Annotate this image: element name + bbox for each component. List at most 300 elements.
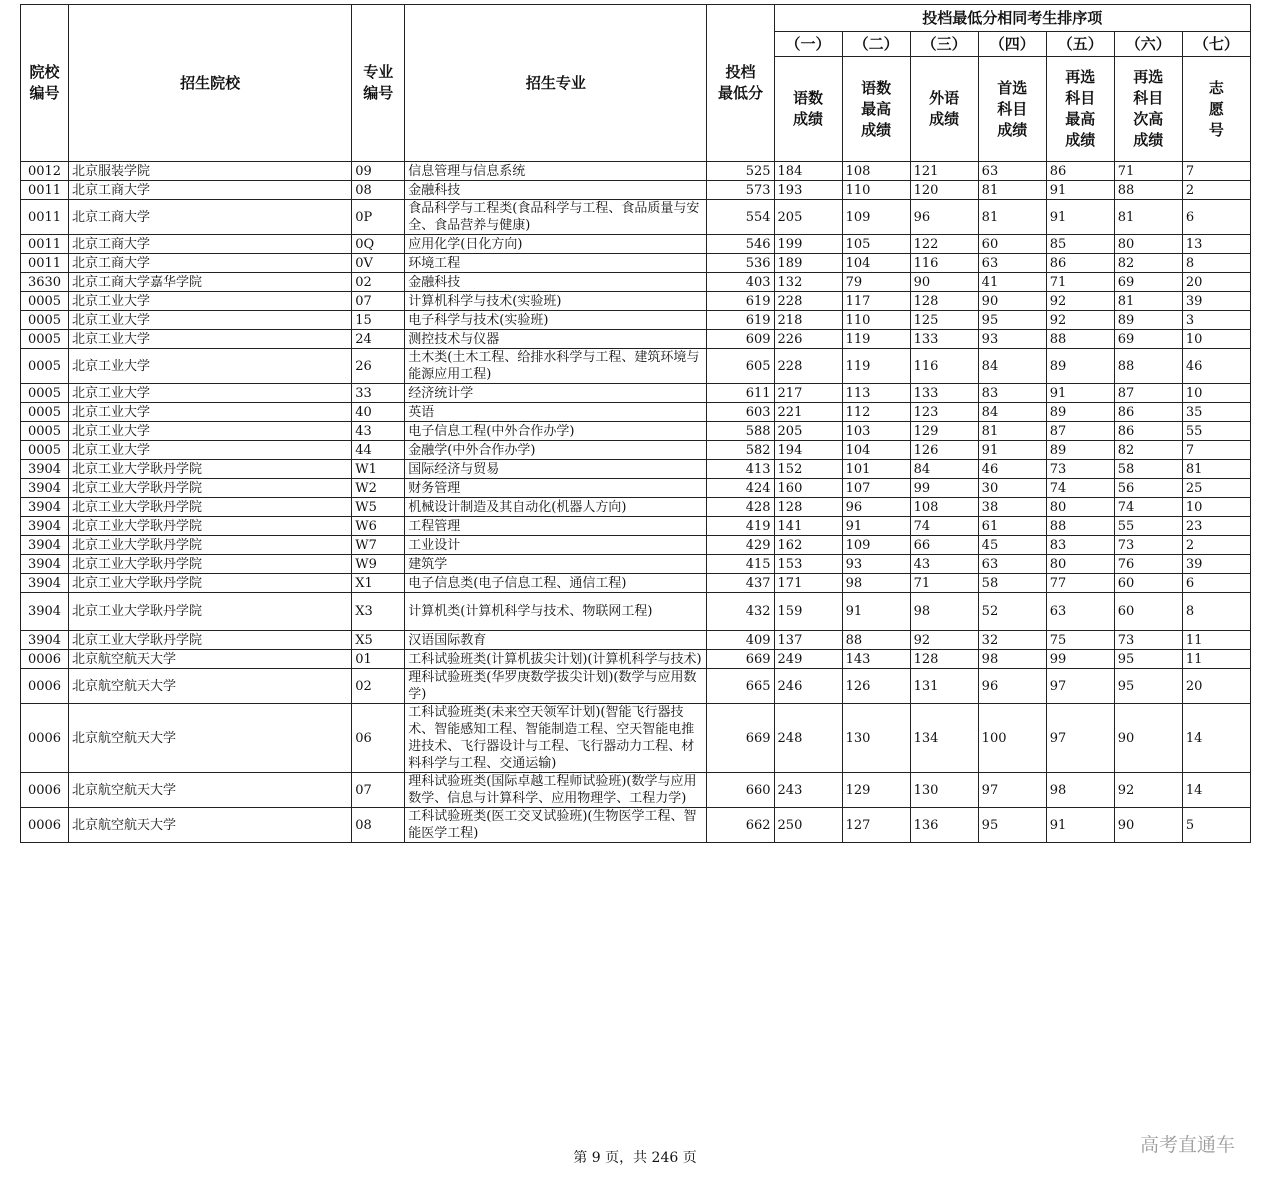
- table-row: [21, 574, 1251, 593]
- rank-value-cell: 73: [1114, 536, 1182, 555]
- school-name-cell: 北京工商大学: [69, 254, 352, 273]
- major-code-cell: W9: [352, 555, 405, 574]
- rank-value-cell: 228: [774, 349, 842, 384]
- rank-value-cell: 88: [1114, 181, 1182, 200]
- rank-value-cell: 43: [910, 555, 978, 574]
- min-score-cell: 403: [707, 273, 774, 292]
- rank-value-cell: 11: [1182, 631, 1250, 650]
- rank-value-cell: 128: [910, 292, 978, 311]
- rank-value-cell: 84: [978, 349, 1046, 384]
- major-name-cell: 环境工程: [405, 254, 707, 273]
- rank-value-cell: 108: [842, 162, 910, 181]
- rank-value-cell: 74: [1114, 498, 1182, 517]
- table-row: [21, 536, 1251, 555]
- rank-value-cell: 73: [1046, 460, 1114, 479]
- school-name-cell: 北京工业大学: [69, 330, 352, 349]
- table-row: [21, 773, 1251, 808]
- rank-value-cell: 11: [1182, 650, 1250, 669]
- school-code-cell: 0006: [21, 773, 69, 808]
- rank-value-cell: 73: [1114, 631, 1182, 650]
- rank-value-cell: 205: [774, 200, 842, 235]
- min-score-cell: 603: [707, 403, 774, 422]
- rank-value-cell: 98: [842, 574, 910, 593]
- school-name-cell: 北京航空航天大学: [69, 650, 352, 669]
- rank-value-cell: 107: [842, 479, 910, 498]
- rank-value-cell: 58: [1114, 460, 1182, 479]
- major-name-cell: 电子信息类(电子信息工程、通信工程): [405, 574, 707, 593]
- header-rank-item: 语数 成绩: [774, 57, 842, 162]
- rank-value-cell: 189: [774, 254, 842, 273]
- rank-value-cell: 60: [978, 235, 1046, 254]
- major-code-cell: X5: [352, 631, 405, 650]
- school-name-cell: 北京工业大学耿丹学院: [69, 574, 352, 593]
- rank-value-cell: 218: [774, 311, 842, 330]
- school-code-cell: 3904: [21, 593, 69, 631]
- school-code-cell: 3630: [21, 273, 69, 292]
- school-name-cell: 北京工业大学耿丹学院: [69, 460, 352, 479]
- rank-value-cell: 71: [1114, 162, 1182, 181]
- table-row: [21, 235, 1251, 254]
- table-row: [21, 330, 1251, 349]
- school-name-cell: 北京工业大学: [69, 349, 352, 384]
- table-row: [21, 460, 1251, 479]
- rank-value-cell: 80: [1046, 498, 1114, 517]
- min-score-cell: 554: [707, 200, 774, 235]
- min-score-cell: 588: [707, 422, 774, 441]
- major-name-cell: 土木类(土木工程、给排水科学与工程、建筑环境与能源应用工程): [405, 349, 707, 384]
- table-row: [21, 441, 1251, 460]
- header-rank-item: 语数 最高 成绩: [842, 57, 910, 162]
- rank-value-cell: 32: [978, 631, 1046, 650]
- school-code-cell: 0005: [21, 384, 69, 403]
- rank-value-cell: 103: [842, 422, 910, 441]
- school-name-cell: 北京工业大学耿丹学院: [69, 517, 352, 536]
- rank-value-cell: 131: [910, 669, 978, 704]
- major-name-cell: 电子科学与技术(实验班): [405, 311, 707, 330]
- rank-value-cell: 52: [978, 593, 1046, 631]
- rank-value-cell: 110: [842, 311, 910, 330]
- min-score-cell: 605: [707, 349, 774, 384]
- rank-value-cell: 116: [910, 349, 978, 384]
- major-code-cell: 0P: [352, 200, 405, 235]
- major-code-cell: 24: [352, 330, 405, 349]
- rank-value-cell: 226: [774, 330, 842, 349]
- header-rank-item: 志 愿 号: [1182, 57, 1250, 162]
- rank-value-cell: 88: [1046, 517, 1114, 536]
- rank-value-cell: 60: [1114, 593, 1182, 631]
- rank-value-cell: 88: [1046, 330, 1114, 349]
- rank-value-cell: 92: [1114, 773, 1182, 808]
- school-name-cell: 北京工业大学耿丹学院: [69, 593, 352, 631]
- rank-value-cell: 143: [842, 650, 910, 669]
- rank-value-cell: 92: [1046, 311, 1114, 330]
- rank-value-cell: 81: [978, 181, 1046, 200]
- rank-value-cell: 205: [774, 422, 842, 441]
- major-name-cell: 金融科技: [405, 273, 707, 292]
- rank-value-cell: 74: [910, 517, 978, 536]
- rank-value-cell: 171: [774, 574, 842, 593]
- header-major-code: 专业 编号: [352, 5, 405, 162]
- major-name-cell: 计算机类(计算机科学与技术、物联网工程): [405, 593, 707, 631]
- header-rank-item: 再选 科目 次高 成绩: [1114, 57, 1182, 162]
- rank-value-cell: 10: [1182, 384, 1250, 403]
- school-code-cell: 0005: [21, 403, 69, 422]
- table-row: [21, 669, 1251, 704]
- rank-value-cell: 14: [1182, 773, 1250, 808]
- school-code-cell: 3904: [21, 631, 69, 650]
- rank-value-cell: 126: [910, 441, 978, 460]
- rank-value-cell: 13: [1182, 235, 1250, 254]
- rank-value-cell: 63: [978, 254, 1046, 273]
- rank-value-cell: 108: [910, 498, 978, 517]
- rank-value-cell: 96: [910, 200, 978, 235]
- rank-value-cell: 152: [774, 460, 842, 479]
- rank-value-cell: 98: [1046, 773, 1114, 808]
- school-name-cell: 北京工商大学: [69, 181, 352, 200]
- min-score-cell: 662: [707, 808, 774, 843]
- school-name-cell: 北京工业大学: [69, 441, 352, 460]
- min-score-cell: 665: [707, 669, 774, 704]
- table-row: [21, 498, 1251, 517]
- table-row: [21, 808, 1251, 843]
- major-name-cell: 机械设计制造及其自动化(机器人方向): [405, 498, 707, 517]
- rank-value-cell: 56: [1114, 479, 1182, 498]
- rank-value-cell: 246: [774, 669, 842, 704]
- school-code-cell: 0006: [21, 704, 69, 773]
- school-code-cell: 0011: [21, 181, 69, 200]
- rank-value-cell: 46: [1182, 349, 1250, 384]
- rank-value-cell: 184: [774, 162, 842, 181]
- rank-value-cell: 46: [978, 460, 1046, 479]
- major-name-cell: 理科试验班类(国际卓越工程师试验班)(数学与应用数学、信息与计算科学、应用物理学、工程力学): [405, 773, 707, 808]
- rank-value-cell: 134: [910, 704, 978, 773]
- major-name-cell: 金融学(中外合作办学): [405, 441, 707, 460]
- min-score-cell: 619: [707, 292, 774, 311]
- min-score-cell: 437: [707, 574, 774, 593]
- major-code-cell: 33: [352, 384, 405, 403]
- school-code-cell: 3904: [21, 498, 69, 517]
- rank-value-cell: 35: [1182, 403, 1250, 422]
- rank-value-cell: 81: [978, 200, 1046, 235]
- rank-value-cell: 97: [1046, 704, 1114, 773]
- rank-value-cell: 86: [1046, 254, 1114, 273]
- rank-value-cell: 69: [1114, 330, 1182, 349]
- rank-value-cell: 77: [1046, 574, 1114, 593]
- min-score-cell: 536: [707, 254, 774, 273]
- major-code-cell: 02: [352, 273, 405, 292]
- rank-value-cell: 250: [774, 808, 842, 843]
- rank-value-cell: 55: [1114, 517, 1182, 536]
- school-code-cell: 0005: [21, 330, 69, 349]
- major-name-cell: 英语: [405, 403, 707, 422]
- header-rank-number: （七）: [1182, 32, 1250, 57]
- rank-value-cell: 5: [1182, 808, 1250, 843]
- min-score-cell: 546: [707, 235, 774, 254]
- min-score-cell: 415: [707, 555, 774, 574]
- rank-value-cell: 194: [774, 441, 842, 460]
- table-row: [21, 593, 1251, 631]
- min-score-cell: 413: [707, 460, 774, 479]
- rank-value-cell: 96: [842, 498, 910, 517]
- rank-value-cell: 14: [1182, 704, 1250, 773]
- rank-value-cell: 123: [910, 403, 978, 422]
- school-code-cell: 3904: [21, 536, 69, 555]
- rank-value-cell: 7: [1182, 162, 1250, 181]
- rank-value-cell: 93: [842, 555, 910, 574]
- major-code-cell: 08: [352, 808, 405, 843]
- rank-value-cell: 45: [978, 536, 1046, 555]
- rank-value-cell: 113: [842, 384, 910, 403]
- major-name-cell: 金融科技: [405, 181, 707, 200]
- header-school-code: 院校 编号: [21, 5, 69, 162]
- rank-value-cell: 221: [774, 403, 842, 422]
- school-code-cell: 0005: [21, 292, 69, 311]
- rank-value-cell: 81: [1182, 460, 1250, 479]
- rank-value-cell: 160: [774, 479, 842, 498]
- min-score-cell: 582: [707, 441, 774, 460]
- header-school-name: 招生院校: [69, 5, 352, 162]
- rank-value-cell: 3: [1182, 311, 1250, 330]
- school-code-cell: 0011: [21, 235, 69, 254]
- rank-value-cell: 92: [1046, 292, 1114, 311]
- rank-value-cell: 95: [1114, 650, 1182, 669]
- major-name-cell: 汉语国际教育: [405, 631, 707, 650]
- school-name-cell: 北京航空航天大学: [69, 773, 352, 808]
- rank-value-cell: 95: [1114, 669, 1182, 704]
- major-code-cell: 0Q: [352, 235, 405, 254]
- rank-value-cell: 7: [1182, 441, 1250, 460]
- table-row: [21, 181, 1251, 200]
- rank-value-cell: 110: [842, 181, 910, 200]
- school-name-cell: 北京工业大学: [69, 292, 352, 311]
- rank-value-cell: 81: [1114, 292, 1182, 311]
- school-code-cell: 0005: [21, 441, 69, 460]
- major-name-cell: 计算机科学与技术(实验班): [405, 292, 707, 311]
- school-name-cell: 北京工业大学: [69, 311, 352, 330]
- min-score-cell: 428: [707, 498, 774, 517]
- table-row: [21, 292, 1251, 311]
- rank-value-cell: 8: [1182, 593, 1250, 631]
- school-name-cell: 北京工商大学嘉华学院: [69, 273, 352, 292]
- rank-value-cell: 91: [842, 593, 910, 631]
- rank-value-cell: 243: [774, 773, 842, 808]
- rank-value-cell: 20: [1182, 273, 1250, 292]
- table-row: [21, 200, 1251, 235]
- major-code-cell: W1: [352, 460, 405, 479]
- major-code-cell: 07: [352, 292, 405, 311]
- major-code-cell: 43: [352, 422, 405, 441]
- rank-value-cell: 86: [1114, 422, 1182, 441]
- school-code-cell: 0006: [21, 650, 69, 669]
- rank-value-cell: 81: [978, 422, 1046, 441]
- table-body: [21, 162, 1251, 843]
- major-name-cell: 国际经济与贸易: [405, 460, 707, 479]
- rank-value-cell: 61: [978, 517, 1046, 536]
- major-code-cell: W2: [352, 479, 405, 498]
- rank-value-cell: 104: [842, 254, 910, 273]
- major-code-cell: 09: [352, 162, 405, 181]
- rank-value-cell: 89: [1114, 311, 1182, 330]
- table-row: [21, 403, 1251, 422]
- rank-value-cell: 39: [1182, 292, 1250, 311]
- major-code-cell: W5: [352, 498, 405, 517]
- major-code-cell: X3: [352, 593, 405, 631]
- rank-value-cell: 136: [910, 808, 978, 843]
- school-name-cell: 北京航空航天大学: [69, 808, 352, 843]
- rank-value-cell: 71: [910, 574, 978, 593]
- rank-value-cell: 23: [1182, 517, 1250, 536]
- major-code-cell: 0V: [352, 254, 405, 273]
- school-name-cell: 北京工业大学: [69, 403, 352, 422]
- rank-value-cell: 84: [978, 403, 1046, 422]
- rank-value-cell: 105: [842, 235, 910, 254]
- header-rank-number: （三）: [910, 32, 978, 57]
- rank-value-cell: 133: [910, 330, 978, 349]
- rank-value-cell: 91: [1046, 181, 1114, 200]
- rank-value-cell: 125: [910, 311, 978, 330]
- rank-value-cell: 76: [1114, 555, 1182, 574]
- major-name-cell: 电子信息工程(中外合作办学): [405, 422, 707, 441]
- rank-value-cell: 39: [1182, 555, 1250, 574]
- major-name-cell: 工程管理: [405, 517, 707, 536]
- rank-value-cell: 121: [910, 162, 978, 181]
- header-min-score: 投档 最低分: [707, 5, 774, 162]
- rank-value-cell: 112: [842, 403, 910, 422]
- rank-value-cell: 120: [910, 181, 978, 200]
- rank-value-cell: 109: [842, 536, 910, 555]
- rank-value-cell: 74: [1046, 479, 1114, 498]
- rank-value-cell: 217: [774, 384, 842, 403]
- rank-value-cell: 249: [774, 650, 842, 669]
- header-ranking-group: 投档最低分相同考生排序项: [774, 5, 1250, 32]
- min-score-cell: 609: [707, 330, 774, 349]
- min-score-cell: 424: [707, 479, 774, 498]
- rank-value-cell: 80: [1114, 235, 1182, 254]
- rank-value-cell: 101: [842, 460, 910, 479]
- rank-value-cell: 6: [1182, 200, 1250, 235]
- school-name-cell: 北京服装学院: [69, 162, 352, 181]
- major-name-cell: 理科试验班类(华罗庚数学拔尖计划)(数学与应用数学): [405, 669, 707, 704]
- major-name-cell: 应用化学(日化方向): [405, 235, 707, 254]
- rank-value-cell: 86: [1046, 162, 1114, 181]
- rank-value-cell: 66: [910, 536, 978, 555]
- rank-value-cell: 199: [774, 235, 842, 254]
- rank-value-cell: 100: [978, 704, 1046, 773]
- school-code-cell: 3904: [21, 574, 69, 593]
- major-code-cell: W6: [352, 517, 405, 536]
- rank-value-cell: 10: [1182, 330, 1250, 349]
- rank-value-cell: 159: [774, 593, 842, 631]
- rank-value-cell: 6: [1182, 574, 1250, 593]
- major-code-cell: 06: [352, 704, 405, 773]
- rank-value-cell: 126: [842, 669, 910, 704]
- rank-value-cell: 97: [978, 773, 1046, 808]
- table-row: [21, 349, 1251, 384]
- rank-value-cell: 87: [1046, 422, 1114, 441]
- rank-value-cell: 104: [842, 441, 910, 460]
- rank-value-cell: 20: [1182, 669, 1250, 704]
- major-name-cell: 工科试验班类(计算机拔尖计划)(计算机科学与技术): [405, 650, 707, 669]
- table-row: [21, 273, 1251, 292]
- table-row: [21, 631, 1251, 650]
- rank-value-cell: 132: [774, 273, 842, 292]
- rank-value-cell: 89: [1046, 403, 1114, 422]
- rank-value-cell: 71: [1046, 273, 1114, 292]
- min-score-cell: 525: [707, 162, 774, 181]
- table-row: [21, 517, 1251, 536]
- min-score-cell: 669: [707, 704, 774, 773]
- rank-value-cell: 130: [910, 773, 978, 808]
- min-score-cell: 669: [707, 650, 774, 669]
- rank-value-cell: 109: [842, 200, 910, 235]
- school-code-cell: 0005: [21, 422, 69, 441]
- school-name-cell: 北京航空航天大学: [69, 669, 352, 704]
- watermark: 高考直通车: [1140, 1134, 1236, 1156]
- rank-value-cell: 99: [1046, 650, 1114, 669]
- rank-value-cell: 130: [842, 704, 910, 773]
- rank-value-cell: 128: [774, 498, 842, 517]
- min-score-cell: 619: [707, 311, 774, 330]
- rank-value-cell: 95: [978, 808, 1046, 843]
- school-name-cell: 北京工商大学: [69, 235, 352, 254]
- rank-value-cell: 30: [978, 479, 1046, 498]
- rank-value-cell: 86: [1114, 403, 1182, 422]
- rank-value-cell: 63: [978, 555, 1046, 574]
- major-code-cell: 07: [352, 773, 405, 808]
- major-name-cell: 工科试验班类(未来空天领军计划)(智能飞行器技术、智能感知工程、智能制造工程、空天智能电推进技术、飞行器设计与工程、飞行器动力工程、材料科学与工程、交通运输): [405, 704, 707, 773]
- rank-value-cell: 133: [910, 384, 978, 403]
- rank-value-cell: 98: [978, 650, 1046, 669]
- rank-value-cell: 58: [978, 574, 1046, 593]
- table-row: [21, 254, 1251, 273]
- rank-value-cell: 79: [842, 273, 910, 292]
- rank-value-cell: 91: [978, 441, 1046, 460]
- rank-value-cell: 8: [1182, 254, 1250, 273]
- major-name-cell: 建筑学: [405, 555, 707, 574]
- school-name-cell: 北京工业大学耿丹学院: [69, 536, 352, 555]
- rank-value-cell: 119: [842, 349, 910, 384]
- major-code-cell: W7: [352, 536, 405, 555]
- school-code-cell: 0011: [21, 254, 69, 273]
- rank-value-cell: 83: [978, 384, 1046, 403]
- major-name-cell: 工科试验班类(医工交叉试验班)(生物医学工程、智能医学工程): [405, 808, 707, 843]
- header-rank-number: （五）: [1046, 32, 1114, 57]
- major-name-cell: 食品科学与工程类(食品科学与工程、食品质量与安全、食品营养与健康): [405, 200, 707, 235]
- rank-value-cell: 2: [1182, 536, 1250, 555]
- rank-value-cell: 127: [842, 808, 910, 843]
- rank-value-cell: 91: [1046, 808, 1114, 843]
- page-footer: 第 9 页，共 246 页: [573, 1150, 697, 1166]
- school-name-cell: 北京工业大学耿丹学院: [69, 555, 352, 574]
- school-name-cell: 北京工业大学: [69, 384, 352, 403]
- rank-value-cell: 89: [1046, 441, 1114, 460]
- rank-value-cell: 228: [774, 292, 842, 311]
- school-code-cell: 0012: [21, 162, 69, 181]
- header-rank-item: 首选 科目 成绩: [978, 57, 1046, 162]
- rank-value-cell: 92: [910, 631, 978, 650]
- school-name-cell: 北京航空航天大学: [69, 704, 352, 773]
- rank-value-cell: 63: [1046, 593, 1114, 631]
- school-name-cell: 北京工业大学耿丹学院: [69, 479, 352, 498]
- rank-value-cell: 82: [1114, 441, 1182, 460]
- school-name-cell: 北京工业大学: [69, 422, 352, 441]
- rank-value-cell: 90: [978, 292, 1046, 311]
- rank-value-cell: 162: [774, 536, 842, 555]
- rank-value-cell: 69: [1114, 273, 1182, 292]
- rank-value-cell: 84: [910, 460, 978, 479]
- rank-value-cell: 83: [1046, 536, 1114, 555]
- major-code-cell: 15: [352, 311, 405, 330]
